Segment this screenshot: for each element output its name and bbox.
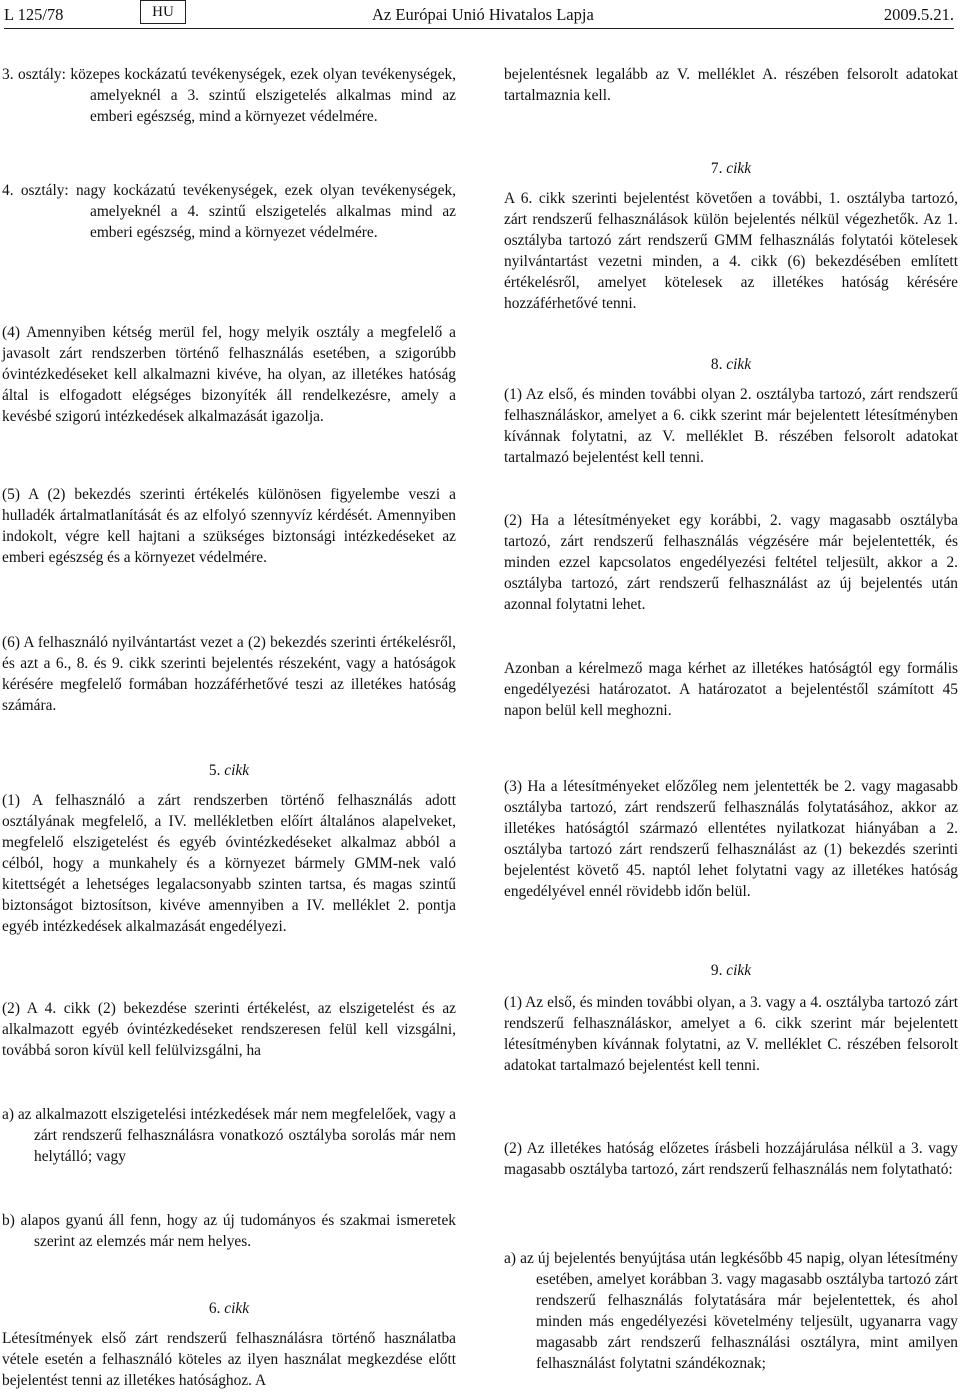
class-3-definition: 3. osztály: közepes kockázatú tevékenységek, ezek olyan tevékenységek, amelyeknél a 3. szintű elszigetelés alkalmas mind az emberi egészség, mind a környezet védelmére. <box>2 66 456 125</box>
article-6-text: Létesítmények első zárt rendszerű felhasználásra történő használatba vétele esetén a felhasználó köteles az ilyen használat megkezdése előtt bejelentést tenni az illetékes hatósághoz. A <box>2 1330 456 1389</box>
article-6-continuation: bejelentésnek legalább az V. melléklet A. részében felsorolt adatokat tartalmaznia kell. <box>504 66 958 104</box>
article-8-paragraph-2-continued: Azonban a kérelmező maga kérhet az illetékes hatóságtól egy formális engedélyezési határozatot. A határozatot a bejelentéstől számított 45 napon belül kell meghozni. <box>504 660 958 719</box>
article-9-paragraph-1: (1) Az első, és minden további olyan, a 3. vagy a 4. osztályba tartozó zárt rendszerű felhasználáskor, amelyet a 6. cikk szerint már bejelentett létesítményben kívánnak folytatni, az V. melléklet C. részében felsorolt adatokat tartalmazó bejelentést kell tenni. <box>504 994 958 1074</box>
journal-title: Az Európai Unió Hivatalos Lapja <box>372 5 594 24</box>
paragraph-5: (5) A (2) bekezdés szerinti értékelés különösen figyelembe veszi a hulladék ártalmatlanítását és az elfolyó szennyvíz kérdését. Amennyiben indokolt, végre kell hajtani a szükséges biztonsági intézkedéseket az emberi egészség és a környezet védelmére. <box>2 486 456 566</box>
article-8-paragraph-2: (2) Ha a létesítményeket egy korábbi, 2. vagy magasabb osztályba tartozó, zárt rendszerű felhasználás végzésére már bejelentették, és minden ezzel kapcsolatos engedélyezési feltétel teljesült, akkor a 2. osztályba tartozó, zárt rendszerű felhasználást az új bejelentés után azonnal folytatni lehet. <box>504 512 958 613</box>
article-6-heading: 6. cikk <box>208 1300 250 1317</box>
article-8-paragraph-3: (3) Ha a létesítményeket előzőleg nem jelentették be 2. vagy magasabb osztályba tartozó, zárt rendszerű felhasználás folytatásához, akkor az illetékes hatóságtól származó ellentétes nyilatkozat hiányában a 2. osztályba tartozó zárt rendszerű felhasználást az (1) bekezdés szerinti bejelentést követő 45. naptól lehet folytatni vagy az illetékes hatóság engedélyével ennél rövidebb időn belül. <box>504 778 958 900</box>
article-5-paragraph-1: (1) A felhasználó a zárt rendszerben történő felhasználás adott osztályának megfelelő, a IV. mellékletben előírt általános alapelveket, megfelelő elszigetelést és egyéb óvintézkedéseket alkalmaz abból a célból, hogy a munkahely és a környezet bármely GMM-nek való kitettségét a lehetséges legalacsonyabb szinten tartsa, és magas szintű biztonságot biztosítson, kivéve amennyiben a IV. melléklet 2. pontja egyéb intézkedések alkalmazását engedélyezi. <box>2 792 456 935</box>
publication-date: 2009.5.21. <box>883 5 954 24</box>
page-header <box>4 0 954 29</box>
article-5-point-b: b) alapos gyanú áll fenn, hogy az új tudományos és szakmai ismeretek szerint az elemzés már nem helyes. <box>2 1212 456 1250</box>
article-9-heading: 9. cikk <box>710 962 752 979</box>
article-9-point-a: a) az új bejelentés benyújtása után legkésőbb 45 napig, olyan létesítmény esetében, amelyet korábban 3. vagy magasabb osztályba tartozó zárt rendszerű felhasználás folytatására már bejelentettek, és ahol minden más engedélyezési követelmény teljesült, ugyanarra vagy magasabb zárt rendszerű felhasználási osztályra, mint amilyen felhasználást folytatni szándékoznak; <box>504 1250 958 1372</box>
article-7-text: A 6. cikk szerinti bejelentést követően a további, 1. osztályba tartozó, zárt rendszerű felhasználások külön bejelentés nélkül végezhetők. Az 1. osztályba tartozó zárt rendszerű GMM felhasználás folytatói kötelesek nyilvántartást vezetni minden, a 4. cikk (6) bekezdésében említett értékelésről, amelyet kötelesek az illetékes hatóság kérésére hozzáférhetővé tenni. <box>504 190 958 312</box>
article-9-paragraph-2: (2) Az illetékes hatóság előzetes írásbeli hozzájárulása nélkül a 3. vagy magasabb osztályba tartozó, zárt rendszerű felhasználás nem folytatható: <box>504 1140 958 1178</box>
article-5-heading: 5. cikk <box>208 762 250 779</box>
paragraph-4: (4) Amennyiben kétség merül fel, hogy melyik osztály a megfelelő a javasolt zárt rendszerben történő felhasználás esetében, a szigorúbb óvintézkedéseket kell alkalmazni kivéve, ha olyan, az illetékes hatóság által is elfogadott elégséges bizonyíték áll rendelkezésre, amely a kevésbé szigorú intézkedések alkalmazását igazolja. <box>2 324 456 425</box>
page-reference: L 125/78 <box>4 5 64 24</box>
class-4-definition: 4. osztály: nagy kockázatú tevékenységek, ezek olyan tevékenységek, amelyeknél a 4. szintű elszigetelés alkalmas mind az emberi egészség, mind a környezet védelmére. <box>2 182 456 241</box>
language-badge: HU <box>140 0 186 24</box>
article-8-paragraph-1: (1) Az első, és minden további olyan 2. osztályba tartozó, zárt rendszerű felhasználáskor, amelyet a 6. cikk szerint már bejelentett létesítményben kívánnak folytatni, az V. melléklet B. részében felsorolt adatokat tartalmazó bejelentést kell tenni. <box>504 386 958 466</box>
article-8-heading: 8. cikk <box>710 356 752 373</box>
paragraph-6: (6) A felhasználó nyilvántartást vezet a (2) bekezdés szerinti értékelésről, és azt a 6., 8. és 9. cikk szerinti bejelentés részeként, vagy a hatóságok kérésére megfelelő formában hozzáférhetővé teszi az illetékes hatóság számára. <box>2 634 456 714</box>
article-5-point-a: a) az alkalmazott elszigetelési intézkedések már nem megfelelőek, vagy a zárt rendszerű felhasználásra vonatkozó osztályba sorolás már nem helytálló; vagy <box>2 1106 456 1165</box>
article-7-heading: 7. cikk <box>710 160 752 177</box>
article-5-paragraph-2: (2) A 4. cikk (2) bekezdése szerinti értékelést, az elszigetelést és az alkalmazott egyéb óvintézkedéseket rendszeresen felül kell vizsgálni, továbbá soron kívül kell felülvizsgálni, ha <box>2 1000 456 1059</box>
